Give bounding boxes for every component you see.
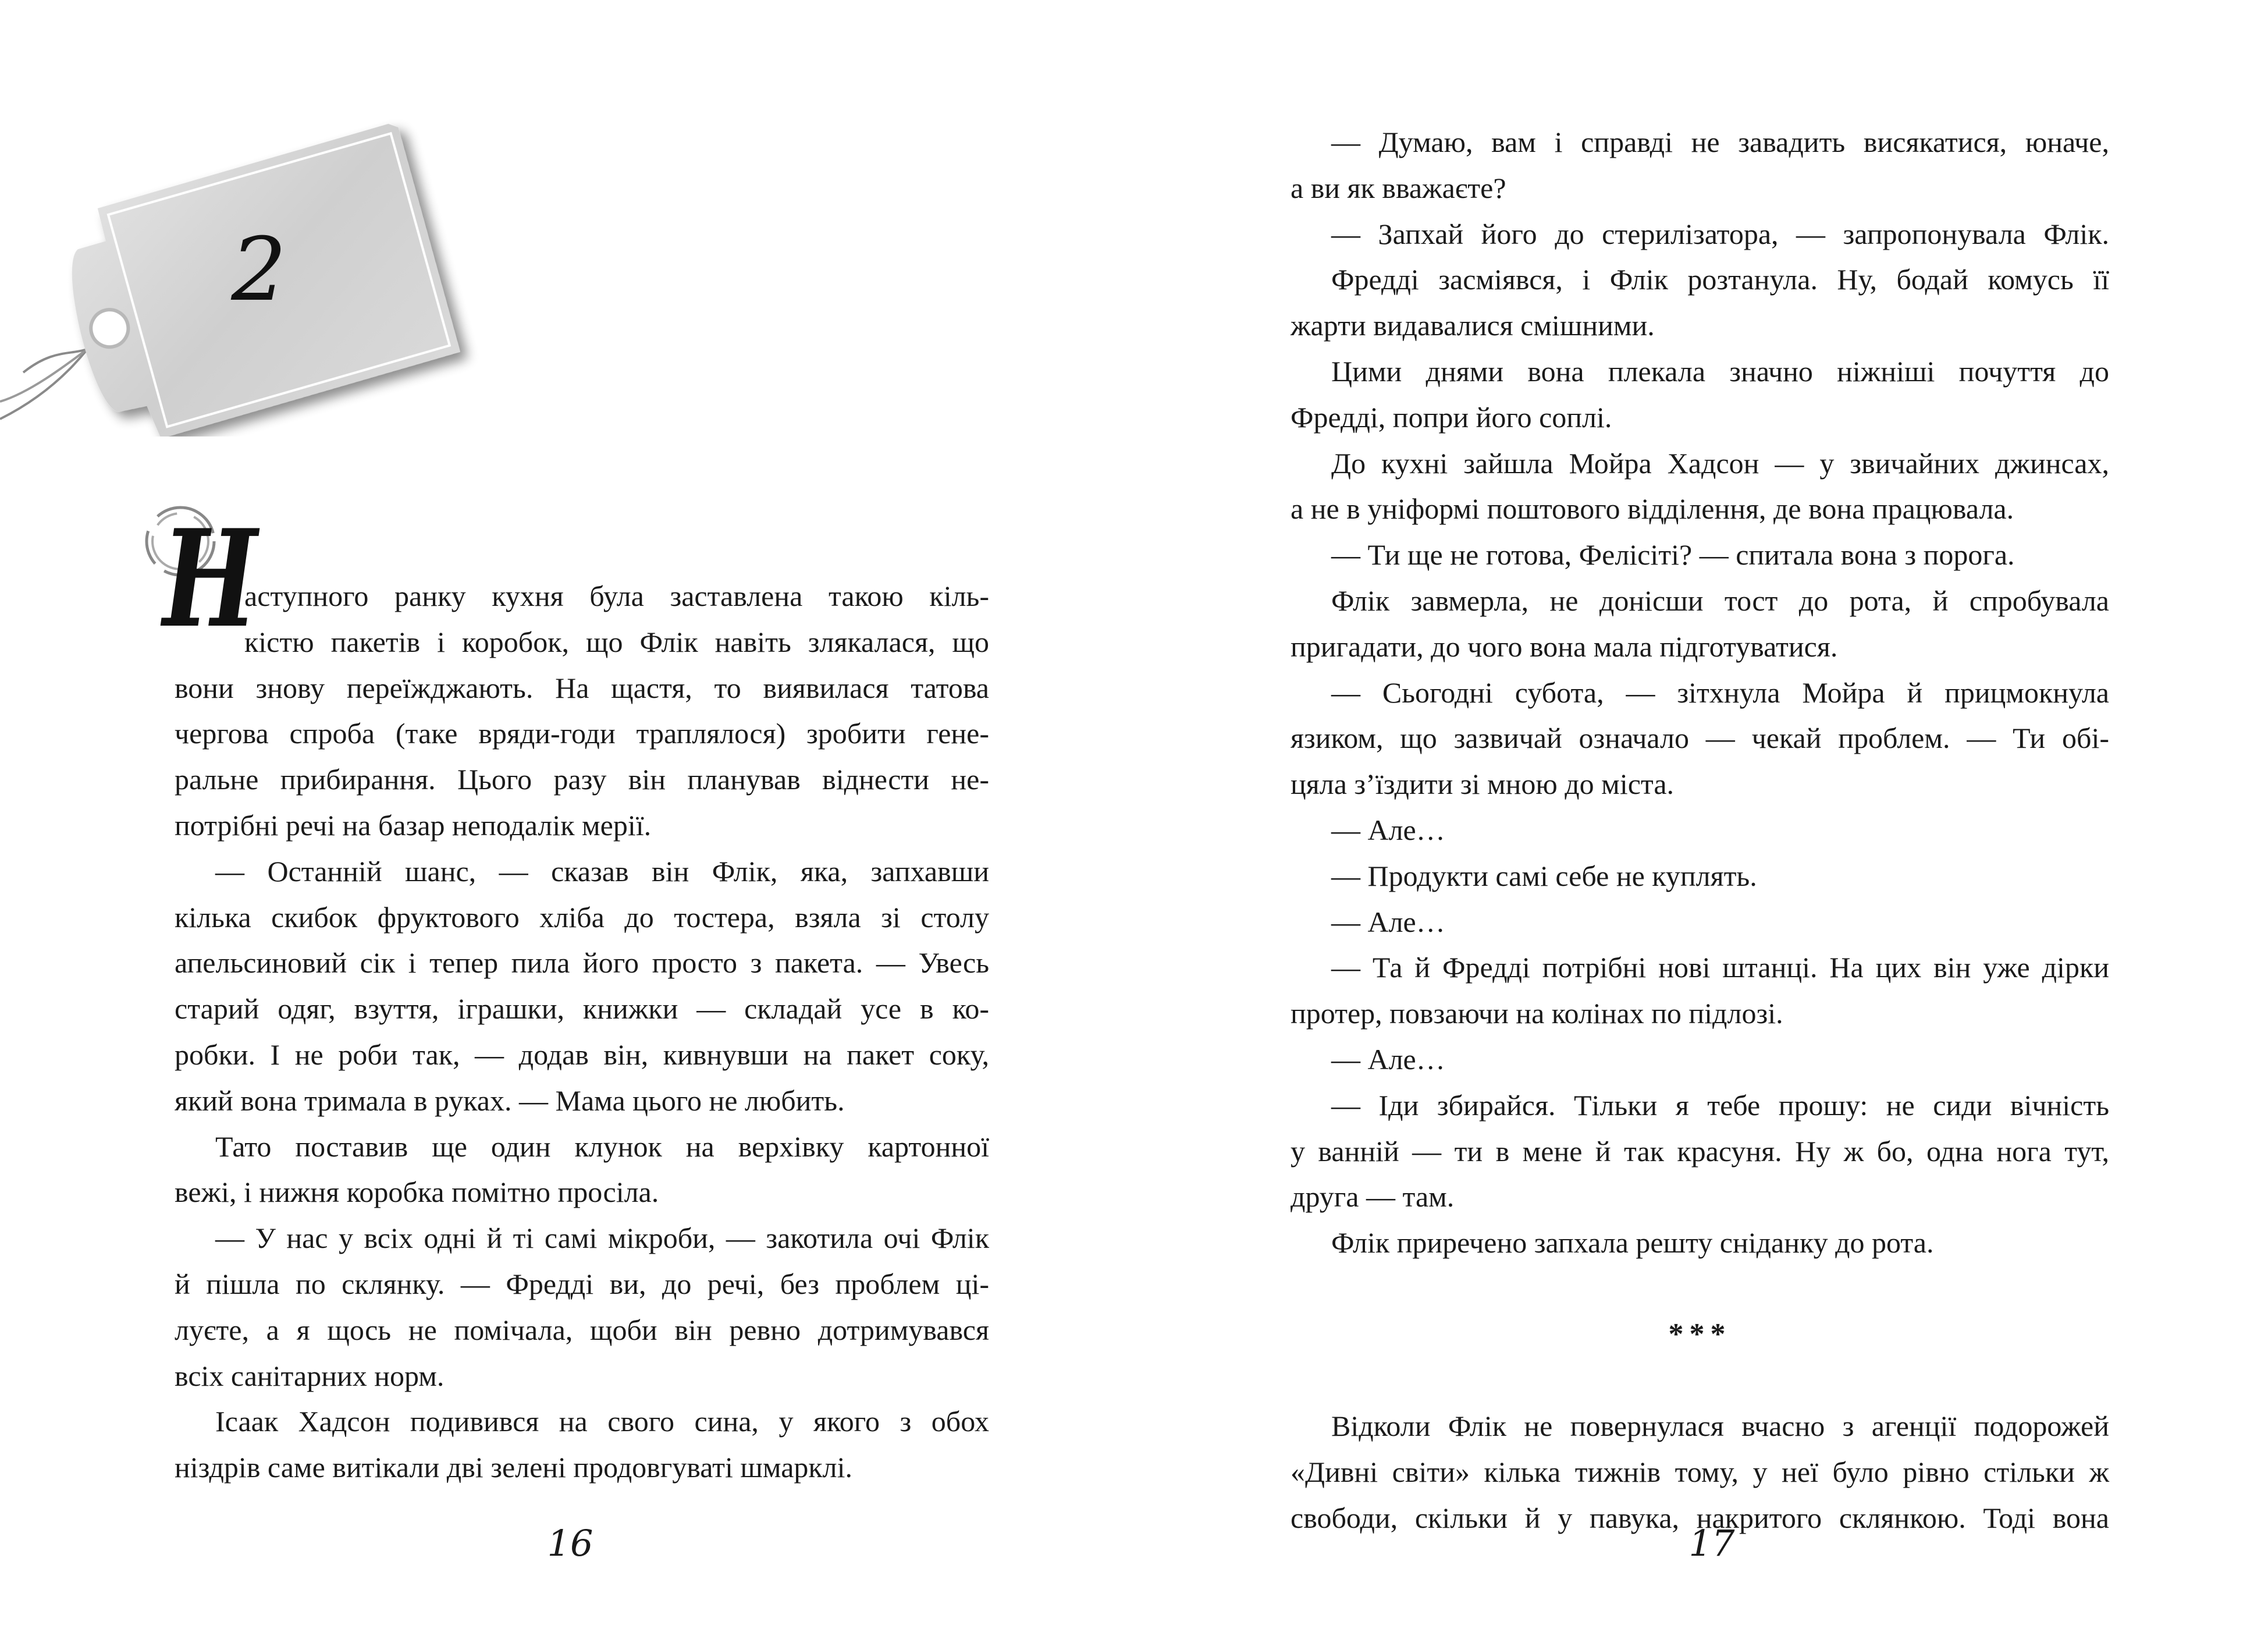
- text-line: — Запхай його до стерилізатора, — запропонувала Флік.: [1331, 217, 2109, 250]
- text-line: а ви як вважаєте?: [1291, 171, 1506, 204]
- text-line: — Але…: [1331, 905, 1445, 938]
- text-line: цяла з’їздити зі мною до міста.: [1291, 768, 1675, 801]
- text-line: [1291, 1358, 2109, 1404]
- chapter-number: 2: [231, 219, 287, 321]
- text-line: у ванній — ти в мене й так красуня. Ну ж бо, одна нога тут,: [1291, 1134, 2109, 1168]
- text-line: протер, повзаючи на колінах по підлозі.: [1291, 997, 1783, 1030]
- text-line: «Дивні світи» кілька тижнів тому, у неї було рівно стільки ж: [1291, 1456, 2109, 1489]
- section-separator: ***: [1668, 1317, 1732, 1351]
- text-line: свободи, скільки й у павука, накритого склянкою. Тоді вона: [1291, 1501, 2109, 1534]
- text-line: старий одяг, взуття, іграшки, книжки — складай усе в ко-: [175, 992, 989, 1026]
- text-line: потрібні речі на базар неподалік мерії.: [175, 808, 652, 842]
- text-line: — Сьогодні субота, — зітхнула Мойра й прицмокнула: [1331, 676, 2109, 709]
- text-line: Цими днями вона плекала значно ніжніші почуття до: [1331, 354, 2109, 388]
- right-page: [1134, 0, 2268, 1650]
- text-line: До кухні зайшла Мойра Хадсон — у звичайних джинсах,: [1331, 446, 2109, 480]
- text-line: Флік приречено запхала решту сніданку до рота.: [1331, 1226, 1934, 1259]
- text-line: — Та й Фредді потрібні нові штанці. На цих він уже дірки: [1331, 951, 2109, 984]
- text-line: Ісаак Хадсон подивився на свого сина, у якого з обох: [215, 1405, 989, 1438]
- chapter-tag-icon: [0, 76, 489, 437]
- text-line: жарти видавалися смішними.: [1291, 309, 1655, 342]
- page-number: 16: [547, 1522, 593, 1564]
- text-line: який вона тримала в руках. — Мама цього не любить.: [175, 1084, 845, 1117]
- page-number: 17: [1688, 1522, 1735, 1564]
- text-line: — Ти ще не готова, Фелісіті? — спитала вона з порога.: [1331, 538, 2015, 572]
- text-line: язиком, що зазвичай означало — чекай проблем. — Ти обі-: [1291, 722, 2109, 755]
- text-line: Тато поставив ще один клунок на верхівку картонної: [215, 1130, 989, 1163]
- text-line: Фредді, попри його соплі.: [1291, 400, 1612, 434]
- text-line: друга — там.: [1291, 1180, 1455, 1213]
- text-line: — Останній шанс, — сказав він Флік, яка, запхавши: [215, 854, 989, 888]
- text-line: — Іди збирайся. Тільки я тебе прошу: не сиди вічність: [1331, 1088, 2109, 1122]
- text-line: й пішла по склянку. — Фредді ви, до речі, без проблем ці-: [175, 1267, 989, 1300]
- text-line: аступного ранку кухня була заставлена такою кіль-: [244, 580, 989, 612]
- right-page-text: [1291, 119, 2109, 1541]
- text-line: луєте, а я щось не помічала, щоби він ревно дотримувався: [175, 1313, 989, 1346]
- text-line: ральне прибирання. Цього разу він планував віднести не-: [175, 763, 989, 796]
- left-page-text: [175, 573, 989, 1491]
- text-line: апельсиновий сік і тепер пила його просто з пакета. — Увесь: [175, 946, 989, 980]
- text-line: — Продукти самі себе не куплять.: [1331, 859, 1757, 892]
- text-line: Фредді засміявся, і Флік розтанула. Ну, бодай комусь її: [1331, 263, 2109, 296]
- text-line: кістю пакетів і коробок, що Флік навіть злякалася, що: [244, 625, 989, 658]
- text-line: [1291, 1266, 2109, 1312]
- text-line: — Але…: [1331, 813, 1445, 846]
- text-line: вежі, і нижня коробка помітно просіла.: [175, 1176, 659, 1209]
- text-line: робки. І не роби так, — додав він, кивнувши на пакет соку,: [175, 1038, 989, 1071]
- text-line: ніздрів саме витікали дві зелені продовгуваті шмарклі.: [175, 1451, 853, 1484]
- text-line: — Але…: [1331, 1042, 1445, 1076]
- text-line: кілька скибок фруктового хліба до тостера, взяла зі столу: [175, 900, 989, 934]
- text-line: — У нас у всіх одні й ті самі мікроби, — закотила очі Флік: [215, 1222, 989, 1255]
- text-line: — Думаю, вам і справді не завадить висякатися, юначе,: [1331, 126, 2109, 158]
- text-line: Флік завмерла, не донісши тост до рота, й спробувала: [1331, 584, 2109, 617]
- dropcap-letter: Н: [151, 501, 268, 658]
- text-line: пригадати, до чого вона мала підготуватися.: [1291, 630, 1838, 663]
- text-line: чергова спроба (таке вряди-годи траплялося) зробити гене-: [175, 717, 989, 750]
- text-line: Відколи Флік не повернулася вчасно з агенції подорожей: [1331, 1410, 2109, 1443]
- text-line: всіх санітарних норм.: [175, 1359, 445, 1392]
- text-line: а не в уніформі поштового відділення, де вона працювала.: [1291, 492, 2014, 526]
- text-line: вони знову переїжджають. На щастя, то виявилася татова: [175, 671, 989, 704]
